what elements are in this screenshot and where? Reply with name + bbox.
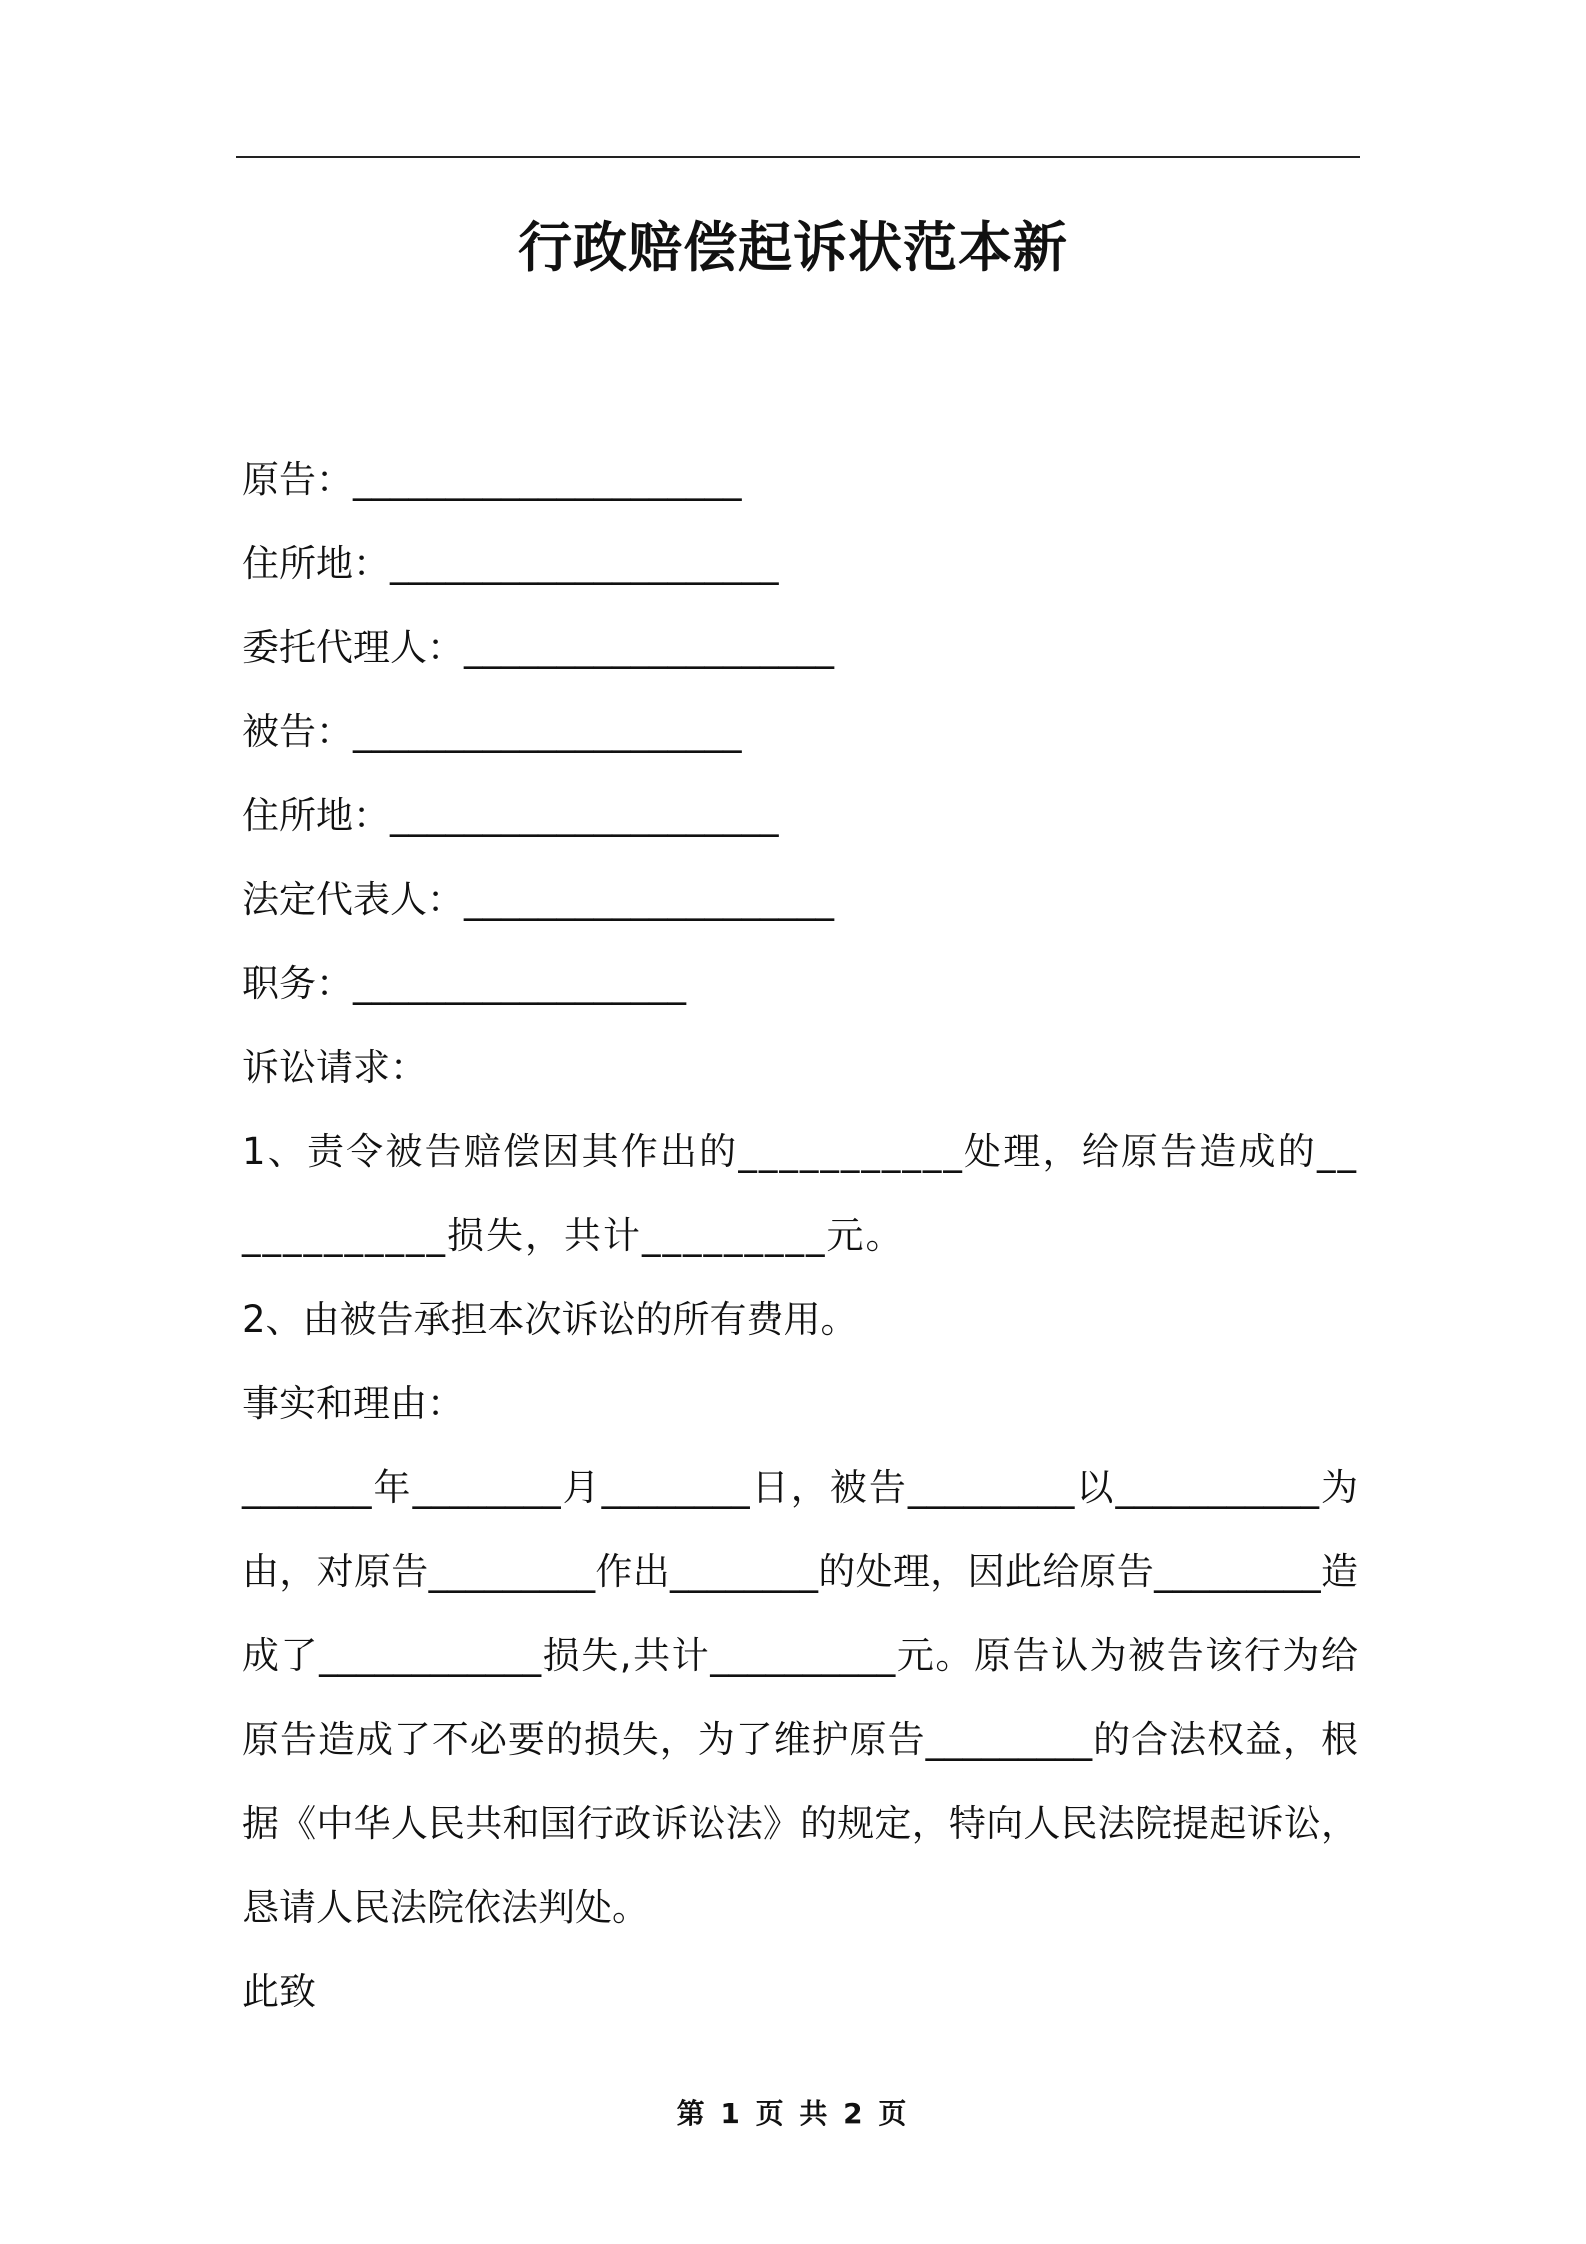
header-rule bbox=[236, 156, 1360, 158]
facts-heading: 事实和理由： bbox=[242, 1382, 464, 1425]
legal-representative-line: 法定代表人：____________________ bbox=[242, 878, 834, 921]
defendant-line: 被告：_____________________ bbox=[242, 710, 742, 753]
document-title: 行政赔偿起诉状范本新 bbox=[518, 216, 1068, 279]
facts-paragraph: _______年________月________日，被告_________以___________为由，对原告_________作出________的处理，因此给原告_________造成了____________损失,共计__________元。原告认为被告该行为给原告造成了不必要的损失，为了维护原告_________的合法权益，根据《中华人民共和国行政诉讼法》的规定，特向人民法院提起诉讼，恳请人民法院依法判处。 bbox=[242, 1466, 1358, 1929]
claim-1: 1、责令被告赔偿因其作出的___________处理，给原告造成的____________损失，共计_________元。 bbox=[242, 1130, 1358, 1257]
page-footer: 第 1 页 共 2 页 bbox=[676, 2097, 910, 2130]
plaintiff-address-line: 住所地：_____________________ bbox=[242, 542, 779, 585]
document-body bbox=[242, 438, 1358, 2034]
plaintiff-line: 原告：_____________________ bbox=[242, 458, 742, 501]
defendant-address-line: 住所地：_____________________ bbox=[242, 794, 779, 837]
closing-line: 此致 bbox=[242, 1970, 316, 2013]
position-line: 职务：__________________ bbox=[242, 962, 686, 1005]
claim-2: 2、由被告承担本次诉讼的所有费用。 bbox=[242, 1298, 858, 1341]
agent-line: 委托代理人：____________________ bbox=[242, 626, 834, 669]
claims-heading: 诉讼请求： bbox=[242, 1046, 427, 1089]
